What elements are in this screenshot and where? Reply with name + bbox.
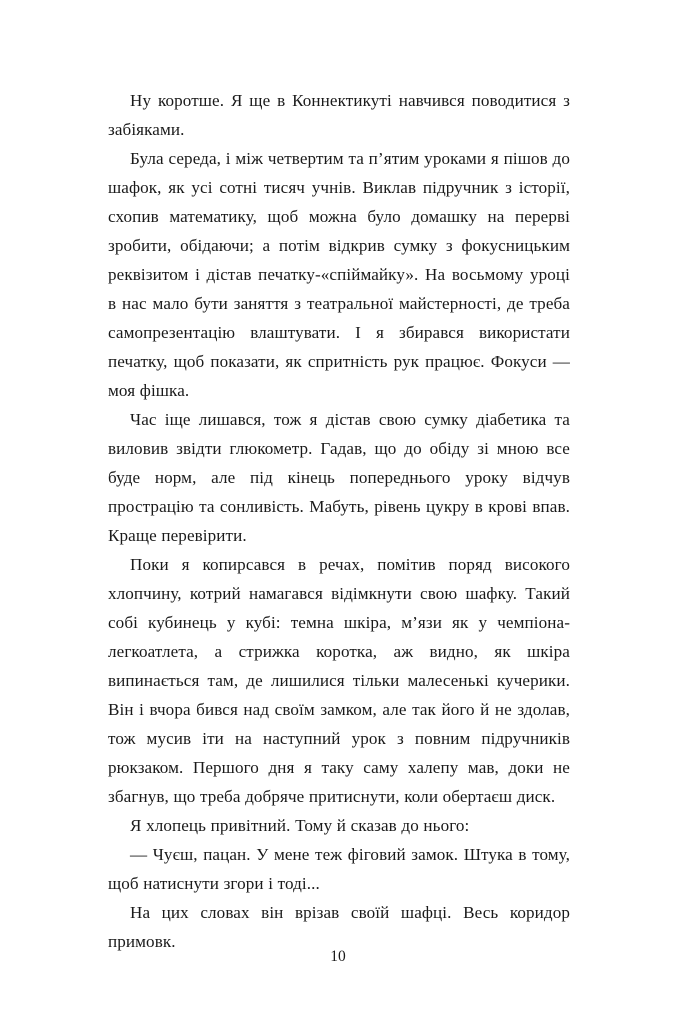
paragraph: Ну коротше. Я ще в Коннектикуті навчився поводитися з забіяками.	[108, 91, 570, 139]
paragraph: Була середа, і між четвертим та п’ятим уроками я пішов до шафок, як усі сотні тисяч учнів. Виклав підручник з історії, схопив математику, щоб можна було домашку на перерві зробити, обідаючи; а потім відкрив сумку з фокусницьким реквізитом і дістав печатку-«спіймайку». На восьмому уроці в нас мало бути заняття з театральної майстерності, де треба самопрезентацію влаштувати. І я збирався використати печатку, щоб показати, як спритність рук працює. Фокуси — моя фішка.	[108, 149, 570, 400]
paragraph: Час іще лишався, тож я дістав свою сумку діабетика та виловив звідти глюкометр. Гадав, що до обіду зі мною все буде норм, але під кінець попереднього уроку відчув прострацію та сонливість. Мабуть, рівень цукру в крові впав. Краще перевірити.	[108, 410, 570, 545]
page-number: 10	[330, 948, 346, 965]
paragraph: Я хлопець привітний. Тому й сказав до нього:	[130, 816, 470, 835]
paragraph: Поки я копирсався в речах, помітив поряд високого хлопчину, котрий намагався відімкнути свою шафку. Такий собі кубинець у кубі: темна шкіра, м’язи як у чемпіона-легкоатлета, а стрижка коротка, аж видно, як шкіра випинається там, де лишилися тільки малесенькі кучерики. Він і вчора бився над своїм замком, але так його й не здолав, тож мусив іти на наступний урок з повним підручників рюкзаком. Першого дня я таку саму халепу мав, доки не збагнув, що треба добряче притиснути, коли обертаєш диск.	[108, 555, 570, 806]
page-text-block	[108, 86, 570, 956]
dialogue-paragraph: — Чуєш, пацан. У мене теж фіговий замок. Штука в тому, щоб натиснути згори і тоді...	[108, 845, 570, 893]
paragraph: На цих словах він врізав своїй шафці. Весь коридор примовк.	[108, 903, 570, 951]
